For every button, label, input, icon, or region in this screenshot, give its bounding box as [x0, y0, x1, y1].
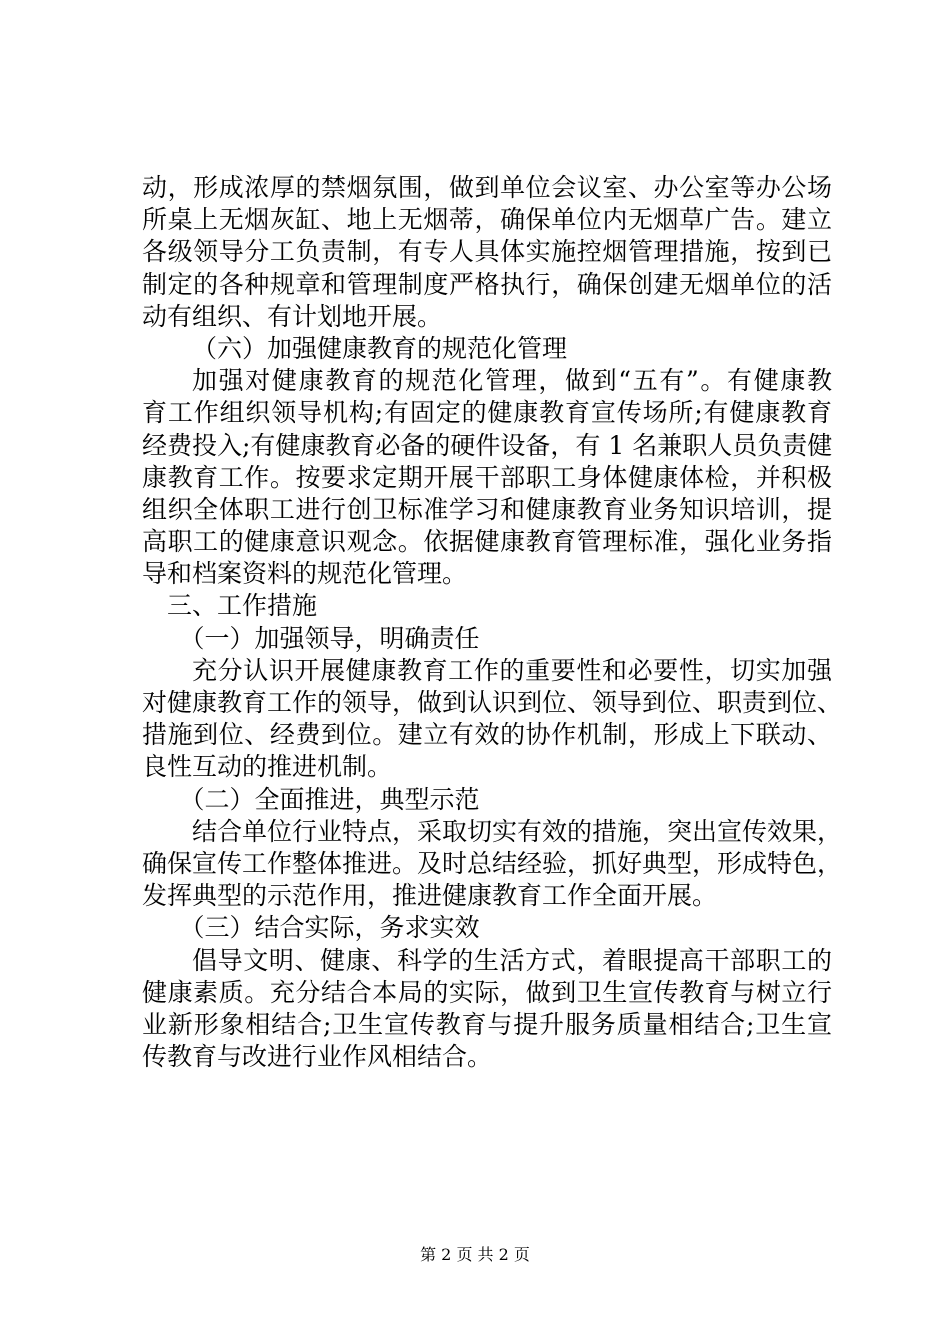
- text-line: 康教育工作。按要求定期开展干部职工身体健康体检，并积极: [142, 462, 832, 492]
- text-line: 确保宣传工作整体推进。及时总结经验，抓好典型，形成特色，: [142, 848, 843, 878]
- text-line: 对健康教育工作的领导，做到认识到位、领导到位、职责到位、: [142, 688, 843, 717]
- text-line: 各级领导分工负责制，有专人具体实施控烟管理措施，按到已: [142, 237, 832, 267]
- text-line: 充分认识开展健康教育工作的重要性和必要性，切实加强: [192, 655, 832, 685]
- text-line: （三）结合实际，务求实效: [179, 913, 480, 943]
- text-line: 导和档案资料的规范化管理。: [142, 559, 468, 589]
- text-line: （二）全面推进，典型示范: [179, 784, 480, 814]
- text-line: 健康素质。充分结合本局的实际，做到卫生宣传教育与树立行: [142, 977, 832, 1007]
- text-line: 传教育与改进行业作风相结合。: [142, 1042, 493, 1072]
- text-line: 发挥典型的示范作用，推进健康教育工作全面开展。: [142, 881, 718, 911]
- text-line: 措施到位、经费到位。建立有效的协作机制，形成上下联动、: [142, 720, 832, 750]
- text-line: 制定的各种规章和管理制度严格执行，确保创建无烟单位的活: [142, 269, 832, 299]
- text-line: 三、工作措施: [167, 591, 318, 621]
- document-body: [142, 172, 843, 1073]
- text-line: 高职工的健康意识观念。依据健康教育管理标准，强化业务指: [142, 527, 832, 557]
- text-line: 育工作组织领导机构;有固定的健康教育宣传场所;有健康教育: [142, 398, 832, 428]
- text-line: 倡导文明、健康、科学的生活方式，着眼提高干部职工的: [192, 945, 832, 975]
- text-line: 动，形成浓厚的禁烟氛围，做到单位会议室、办公室等办公场: [142, 173, 832, 202]
- text-line: 组织全体职工进行创卫标准学习和健康教育业务知识培训，提: [142, 494, 832, 524]
- text-line: 经费投入;有健康教育必备的硬件设备，有 1 名兼职人员负责健: [142, 430, 833, 460]
- text-line: （一）加强领导，明确责任: [179, 623, 480, 653]
- text-line: 结合单位行业特点，采取切实有效的措施，突出宣传效果，: [192, 816, 843, 846]
- text-line: 业新形象相结合;卫生宣传教育与提升服务质量相结合;卫生宣: [142, 1009, 832, 1039]
- text-line: 动有组织、有计划地开展。: [142, 301, 443, 331]
- text-line: 良性互动的推进机制。: [142, 752, 393, 782]
- text-line: （六）加强健康教育的规范化管理: [192, 333, 568, 363]
- page-footer: 第 2 页 共 2 页: [420, 1245, 530, 1264]
- text-line: 所桌上无烟灰缸、地上无烟蒂，确保单位内无烟草广告。建立: [142, 205, 832, 235]
- text-line: 加强对健康教育的规范化管理，做到“五有”。有健康教: [192, 366, 832, 396]
